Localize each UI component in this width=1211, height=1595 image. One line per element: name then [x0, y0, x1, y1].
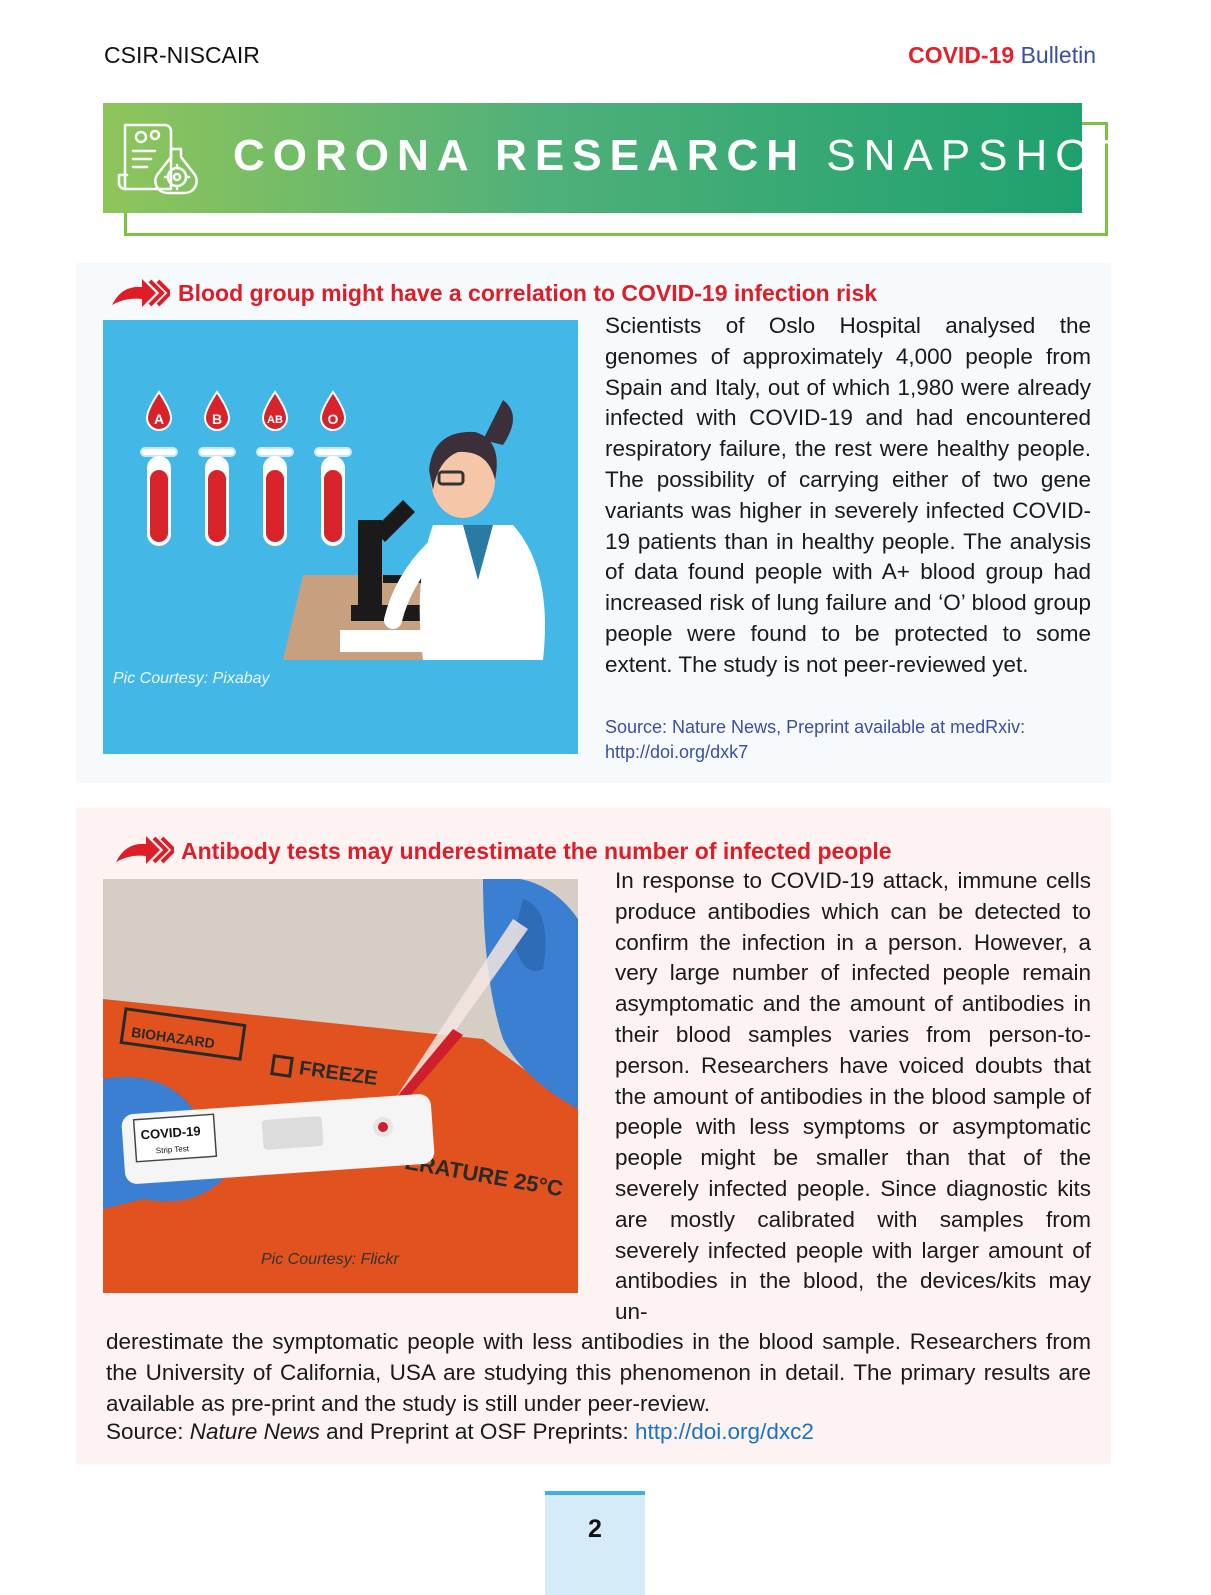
page-number: 2	[545, 1491, 645, 1595]
article-title: Antibody tests may underestimate the number of infected people	[181, 838, 892, 864]
source-prefix: Source:	[106, 1419, 190, 1444]
section-banner	[103, 103, 1133, 213]
article-antibody-tests	[76, 808, 1111, 1464]
blood-label-a: A	[153, 411, 165, 427]
article-blood-group	[76, 263, 1111, 783]
image-courtesy: Pic Courtesy: Pixabay	[113, 670, 270, 687]
red-arrow-icon	[110, 275, 170, 311]
blood-label-ab: AB	[267, 414, 283, 426]
banner-title	[233, 131, 1132, 181]
cassette-sublabel: Strip Test	[155, 1144, 190, 1156]
image-courtesy: Pic Courtesy: Flickr	[261, 1251, 399, 1268]
publisher-name: CSIR-NISCAIR	[104, 42, 260, 68]
bag-label-biohazard: BIOHAZARD	[130, 1023, 216, 1052]
bag-label-temperature: ERATURE 25°C	[403, 1148, 565, 1202]
source-middle: and Preprint at OSF Preprints:	[319, 1419, 635, 1444]
covid-strip-test-photo	[103, 879, 578, 1293]
blood-label-b: B	[211, 411, 223, 427]
article-title: Blood group might have a correlation to COVID-19 infection risk	[178, 280, 878, 306]
article-body: Scientists of Oslo Hospital analysed the genomes of approximately 4,000 people from Spain and Italy, out of which 1,980 were already infected with COVID-19 and had encountered respiratory failure, the rest were healthy people. The possibility of carrying either of two gene variants was higher in severely infected COVID-19 patients than in healthy people. The analysis of data found people with A+ blood group had increased risk of lung failure and ‘O’ blood group people were found to be protected to some extent. The study is not peer-reviewed yet.	[605, 313, 1091, 677]
scientist-microscope-illustration	[103, 320, 578, 754]
antibody-test-photo	[103, 879, 578, 1293]
banner-title-bold: CORONA RESEARCH	[233, 131, 807, 180]
lab-virus-icon	[111, 111, 207, 207]
blood-label-o: O	[327, 411, 339, 427]
article-body-wrapped: In response to COVID-19 attack, immune cells produce antibodies which can be detected to confirm the infection in a person. However, a very large number of infected people remain asymptomatic and the amount of antibodies in their blood samples varies from person-to-person. Researchers have voiced doubts that the amount of antibodies in the blood sample of people with less symptoms or asymptomatic people might be smaller than that of the severely infected people. Since diagnostic kits are mostly calibrated with samples from severely infected people with larger amount of antibodies in the blood, the devices/kits may un-	[615, 868, 1091, 1325]
bulletin-title-normal: Bulletin	[1020, 42, 1096, 68]
cassette-label: COVID-19	[140, 1123, 202, 1143]
red-arrow-icon	[114, 832, 174, 868]
source-italic: Nature News	[189, 1419, 320, 1444]
article-source: Source: Nature News, Preprint available at medRxiv: http://doi.org/dxk7	[605, 717, 1026, 762]
banner-title-normal: SNAPSHOT	[826, 131, 1133, 180]
bulletin-title	[908, 42, 1096, 69]
article-body-full: derestimate the symptomatic people with less antibodies in the blood sample. Researchers from the University of California, USA are studying this phenomenon in detail. The primary results are available as pre-print and the study is still under peer-review.	[106, 1329, 1091, 1416]
source-link[interactable]: http://doi.org/dxc2	[634, 1419, 814, 1444]
blood-group-illustration	[103, 320, 578, 754]
article-source	[106, 1419, 814, 1445]
bulletin-title-bold: COVID-19	[908, 42, 1015, 68]
bag-label-freeze: FREEZE	[297, 1057, 379, 1091]
